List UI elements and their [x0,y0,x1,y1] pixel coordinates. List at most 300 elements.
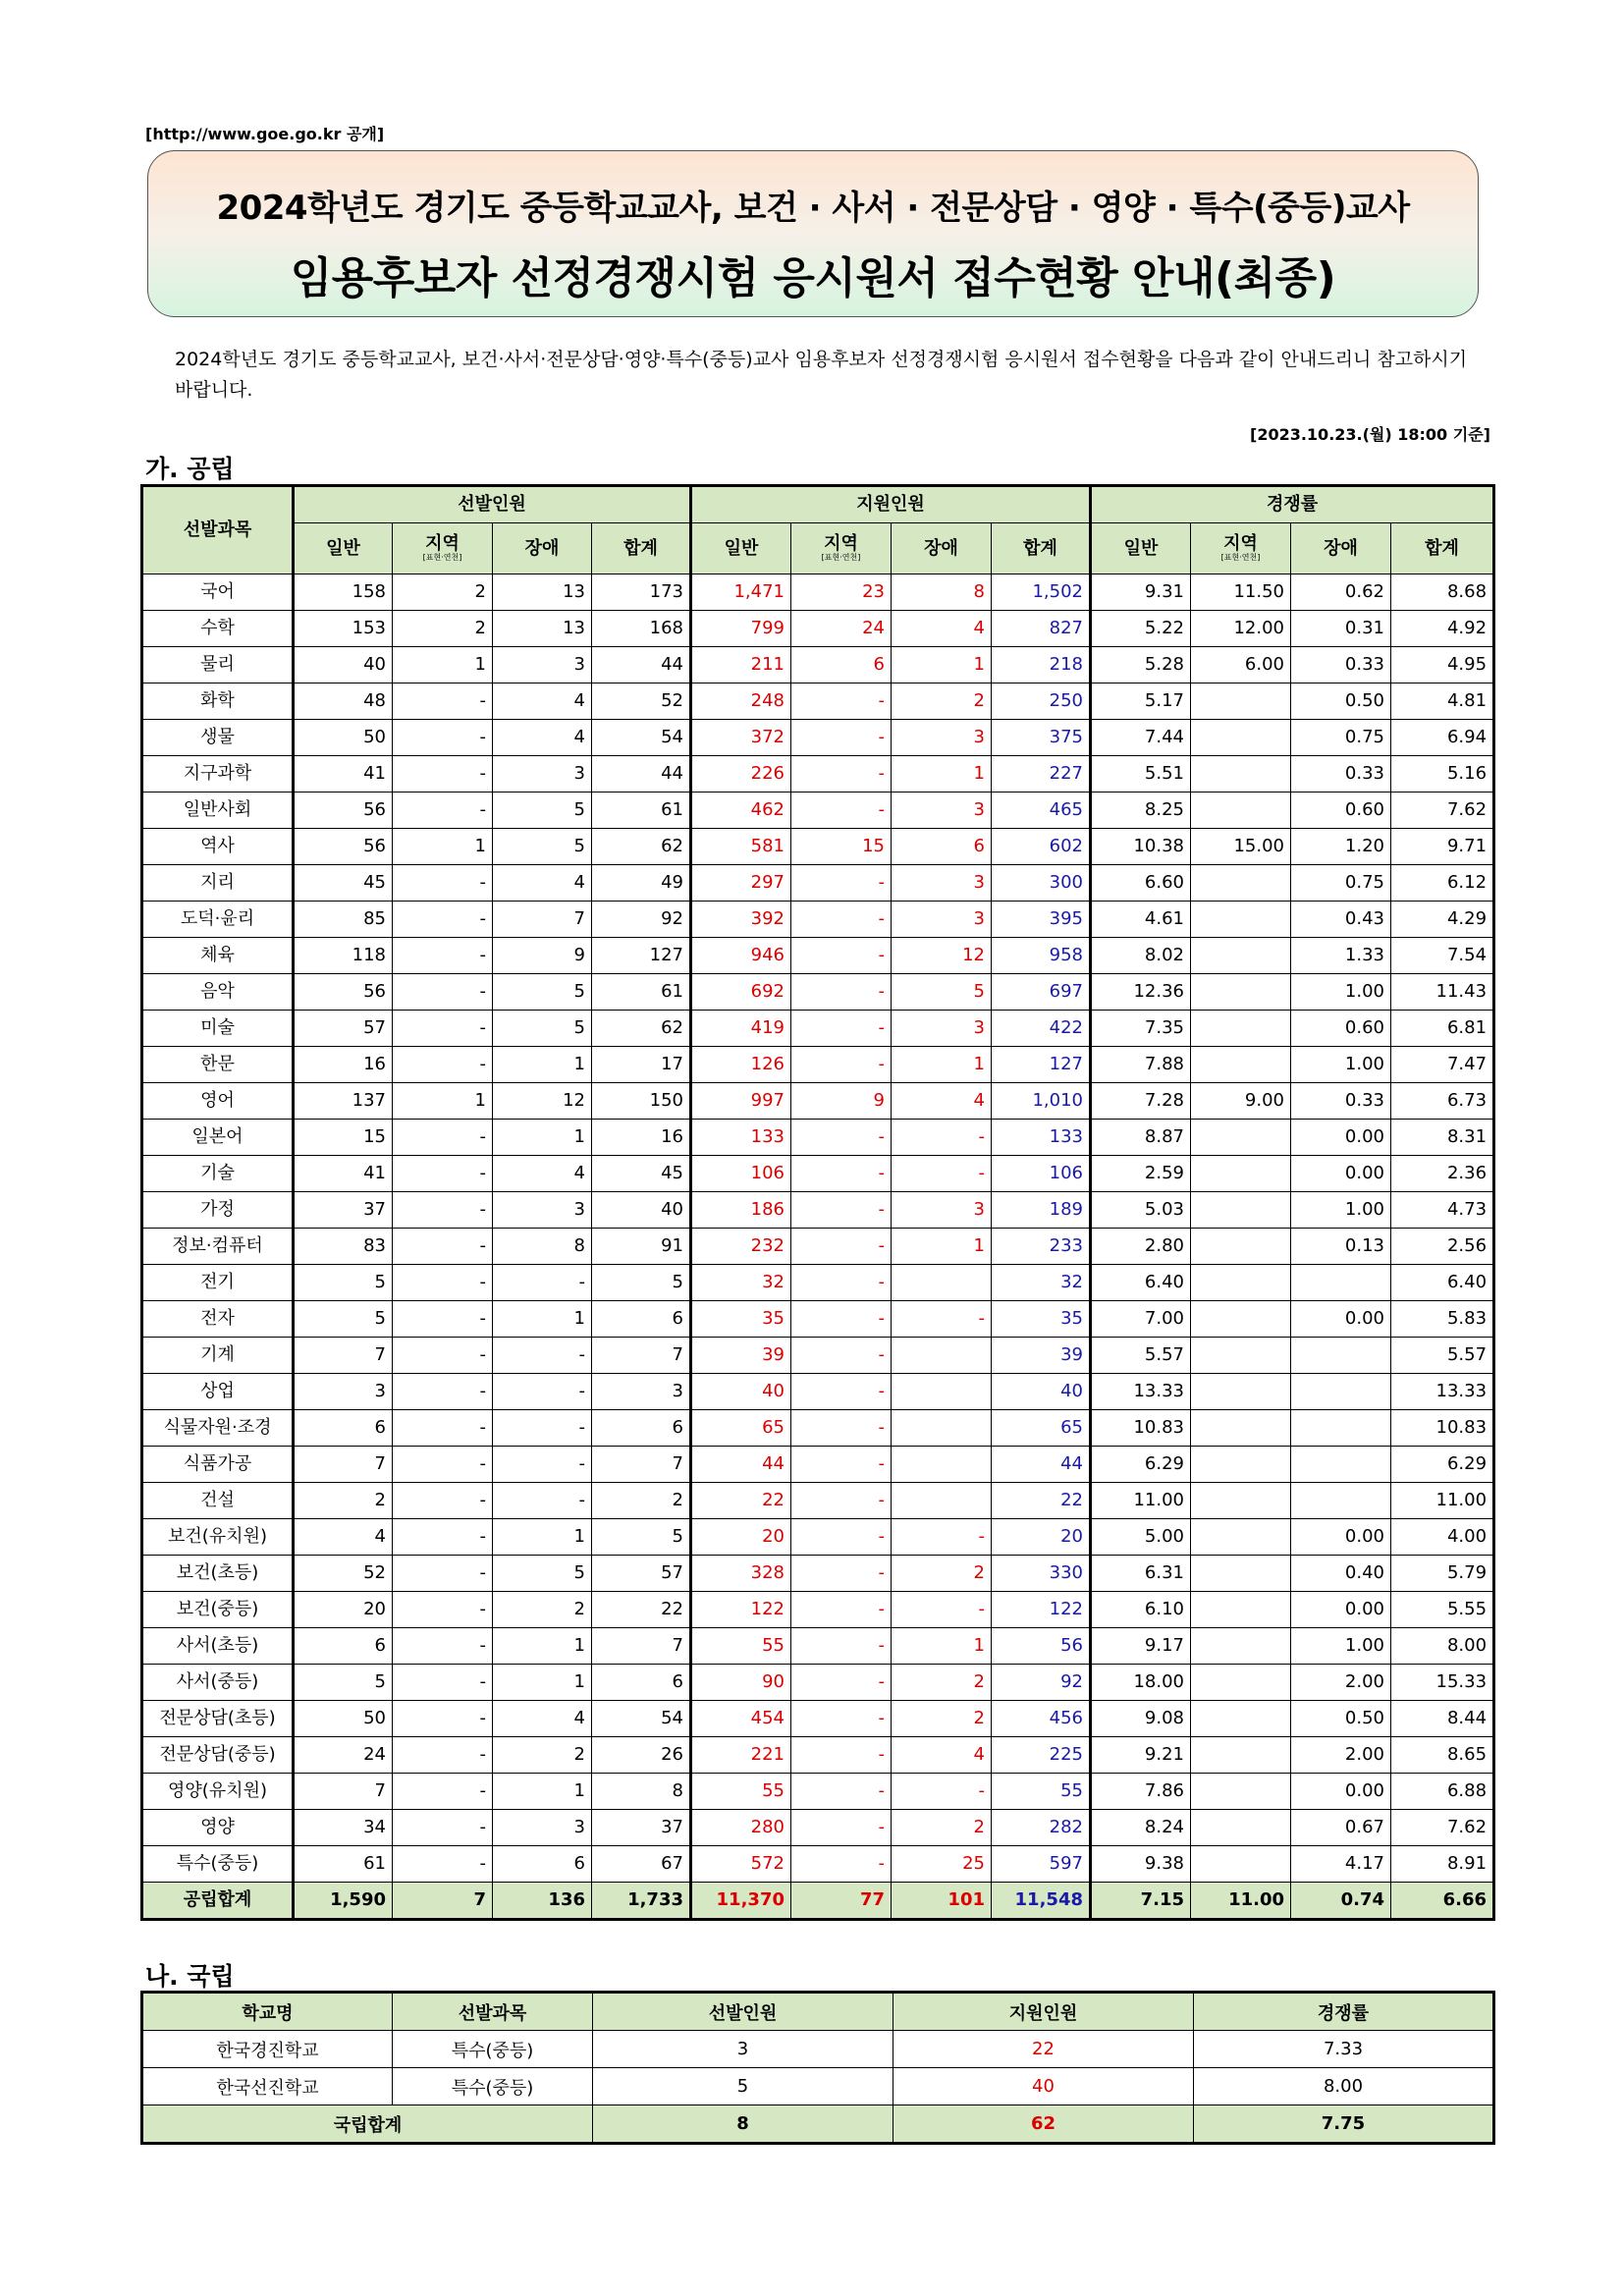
cell-value: - [791,756,892,793]
cell-value: 2 [294,1483,393,1519]
cell-value: 697 [992,974,1091,1011]
cell-value: 13.33 [1091,1374,1191,1410]
cell-value: 6 [592,1301,691,1338]
cell-subject: 생물 [142,720,294,756]
cell-value: 328 [691,1556,791,1592]
table-row [142,1374,1494,1410]
cell-value [892,1265,992,1301]
cell-value: 5 [592,1519,691,1556]
cell-value: 41 [294,1156,393,1192]
cell-value: - [791,865,892,902]
header-selection: 선발인원 [294,486,691,523]
cell-value: 11.50 [1191,574,1291,611]
cell-value: 9.17 [1091,1628,1191,1665]
cell-value: - [393,974,493,1011]
cell-value: 2.56 [1391,1229,1494,1265]
cell-subject: 일반사회 [142,793,294,829]
cell-value: 한국경진학교 [142,2031,393,2068]
cell-value: 45 [592,1156,691,1192]
cell-value [1191,1592,1291,1628]
cell-value: 106 [691,1156,791,1192]
cell-value: 8.24 [1091,1810,1191,1846]
cell-value: 572 [691,1846,791,1883]
cell-value: 3 [892,865,992,902]
cell-subject: 체육 [142,938,294,974]
cell-value: 49 [592,865,691,902]
cell-value [1191,1810,1291,1846]
cell-value: 997 [691,1083,791,1120]
cell-value: 8.68 [1391,574,1494,611]
cell-value: 56 [294,829,393,865]
cell-value: 0.00 [1291,1774,1391,1810]
cell-value: 20 [691,1519,791,1556]
cell-value: 127 [592,938,691,974]
cell-value: 4 [493,865,592,902]
cell-value: 5 [493,793,592,829]
cell-value: 54 [592,1701,691,1737]
cell-value: 83 [294,1229,393,1265]
cell-value: - [791,1301,892,1338]
cell-value: 12 [892,938,992,974]
cell-value: 127 [992,1047,1091,1083]
cell-value: 13 [493,574,592,611]
header-subject: 선발과목 [142,486,294,574]
cell-subject: 전문상담(초등) [142,1701,294,1737]
header-col-region-label: 지역 [1223,532,1258,554]
cell-value [1191,1192,1291,1229]
cell-value [1191,756,1291,793]
cell-value: 6.94 [1391,720,1494,756]
cell-value: 65 [691,1410,791,1447]
cell-value: - [791,1846,892,1883]
title-line-1: 2024학년도 경기도 중등학교교사, 보건 · 사서 · 전문상담 · 영양 · 특수(중등)교사 [216,189,1410,228]
cell-value: - [791,974,892,1011]
section-public-title: 가. 공립 [145,455,235,483]
cell-value: 462 [691,793,791,829]
cell-value: - [493,1374,592,1410]
cell-value: 3 [892,1192,992,1229]
cell-value: 7 [592,1447,691,1483]
cell-value: 2 [892,1556,992,1592]
table-row [142,1338,1494,1374]
cell-value: - [791,793,892,829]
cell-value: - [892,1519,992,1556]
table-row [142,1120,1494,1156]
cell-value: 454 [691,1701,791,1737]
cell-value: 13 [493,611,592,647]
cell-value: - [493,1338,592,1374]
cell-value [1191,1265,1291,1301]
cell-value: 9.38 [1091,1846,1191,1883]
cell-value: 15.00 [1191,829,1291,865]
header-col-region [791,523,892,574]
table-row [142,2068,1494,2105]
cell-value: 4.73 [1391,1192,1494,1229]
cell-value: 0.40 [1291,1556,1391,1592]
cell-value: 6.12 [1391,865,1494,902]
cell-value: 20 [294,1592,393,1628]
cell-value: 5 [493,1011,592,1047]
header-ratio: 경쟁률 [1091,486,1494,523]
cell-subject: 사서(중등) [142,1665,294,1701]
cell-value: 8 [593,2105,893,2144]
cell-value: - [393,1229,493,1265]
cell-value: - [393,1665,493,1701]
table-row [142,974,1494,1011]
cell-value [1291,1483,1391,1519]
cell-value: 3 [892,902,992,938]
cell-value: 297 [691,865,791,902]
cell-value: - [791,720,892,756]
cell-value: 5 [493,829,592,865]
cell-value: 248 [691,683,791,720]
cell-value: 7 [294,1447,393,1483]
table-row [142,1447,1494,1483]
cell-value: 20 [992,1519,1091,1556]
cell-value: - [393,1192,493,1229]
cell-subject: 일본어 [142,1120,294,1156]
cell-value: 56 [992,1628,1091,1665]
cell-value: 1 [393,1083,493,1120]
cell-value: 62 [592,829,691,865]
cell-value: 1 [493,1120,592,1156]
cell-value: 2.00 [1291,1737,1391,1774]
cell-value: 44 [992,1447,1091,1483]
cell-value: 1 [493,1301,592,1338]
cell-value: 5.00 [1091,1519,1191,1556]
cell-value: 48 [294,683,393,720]
table-row [142,1556,1494,1592]
cell-value: 35 [992,1301,1091,1338]
table-row [142,574,1494,611]
cell-value: 24 [791,611,892,647]
cell-value: 10.38 [1091,829,1191,865]
cell-value: 233 [992,1229,1091,1265]
cell-value [1191,1120,1291,1156]
cell-value: - [393,1338,493,1374]
cell-value: 221 [691,1737,791,1774]
cell-value: 22 [691,1483,791,1519]
cell-value: 12.36 [1091,974,1191,1011]
table-row [142,1301,1494,1338]
cell-subject: 도덕·윤리 [142,902,294,938]
table-row [142,1628,1494,1665]
cell-value: 13.33 [1391,1374,1494,1410]
cell-value: 280 [691,1810,791,1846]
cell-value [1191,865,1291,902]
table-row [142,647,1494,683]
table-row [142,611,1494,647]
cell-value: - [791,1229,892,1265]
cell-value: 3 [294,1374,393,1410]
cell-value: 946 [691,938,791,974]
cell-value: 61 [592,974,691,1011]
table-row [142,829,1494,865]
cell-value: 40 [294,647,393,683]
cell-value: 799 [691,611,791,647]
cell-value: 226 [691,756,791,793]
cell-value: 62 [893,2105,1194,2144]
cell-value: 23 [791,574,892,611]
cell-value: 6.31 [1091,1556,1191,1592]
table-row [142,756,1494,793]
cell-value: 한국선진학교 [142,2068,393,2105]
table-row [142,1774,1494,1810]
cell-value [892,1374,992,1410]
cell-value: - [393,865,493,902]
cell-value: - [791,1192,892,1229]
cell-value: 7.88 [1091,1047,1191,1083]
cell-value [1191,1156,1291,1192]
cell-value: 40 [592,1192,691,1229]
cell-value: 150 [592,1083,691,1120]
cell-value: 45 [294,865,393,902]
table-row [142,1810,1494,1846]
cell-value: 16 [294,1047,393,1083]
cell-value [1191,1665,1291,1701]
cell-value: 4.81 [1391,683,1494,720]
cell-value: 67 [592,1846,691,1883]
cell-value: 9.08 [1091,1701,1191,1737]
cell-value: - [791,1156,892,1192]
cell-value: - [791,1701,892,1737]
cell-value: - [393,938,493,974]
cell-value: - [393,1047,493,1083]
cell-value: 2 [393,574,493,611]
cell-value: 61 [294,1846,393,1883]
cell-value: 7 [294,1338,393,1374]
cell-subject: 지구과학 [142,756,294,793]
cell-value: 11.00 [1391,1483,1494,1519]
cell-value: 22 [992,1483,1091,1519]
cell-value: 1 [892,756,992,793]
national-header-col: 선발과목 [393,1993,593,2031]
cell-value: 37 [592,1810,691,1846]
cell-value: 1,502 [992,574,1091,611]
cell-value: 8.87 [1091,1120,1191,1156]
cell-value: - [393,1410,493,1447]
cell-value: - [493,1447,592,1483]
header-col-region-note: [표현·연천] [422,552,462,562]
header-col: 합계 [1391,523,1494,574]
national-header-col: 선발인원 [593,1993,893,2031]
cell-value: - [791,902,892,938]
cell-value: - [393,1592,493,1628]
cell-value [1291,1265,1391,1301]
cell-subject: 기술 [142,1156,294,1192]
cell-subject: 건설 [142,1483,294,1519]
cell-value: 특수(중등) [393,2068,593,2105]
cell-value: 0.33 [1291,1083,1391,1120]
cell-value: 395 [992,902,1091,938]
table-row [142,1846,1494,1883]
cell-value: 8.44 [1391,1701,1494,1737]
table-row [142,1410,1494,1447]
cell-value [892,1483,992,1519]
cell-value: 16 [592,1120,691,1156]
cell-value: 4.92 [1391,611,1494,647]
title-line-2: 임용후보자 선정경쟁시험 응시원서 접수현황 안내(최종) [290,253,1336,303]
cell-value: 581 [691,829,791,865]
cell-value: 7.15 [1091,1883,1191,1920]
cell-value: 1 [892,1047,992,1083]
cell-value: - [393,1374,493,1410]
cell-value: 0.75 [1291,865,1391,902]
cell-value: - [393,720,493,756]
public-table [140,484,1495,1921]
cell-value: 92 [592,902,691,938]
header-col-region-note: [표현·연천] [821,552,861,562]
cell-subject: 가정 [142,1192,294,1229]
national-table [140,1991,1495,2145]
cell-value: - [892,1301,992,1338]
table-row [142,1083,1494,1120]
header-col-region [393,523,493,574]
cell-value: 5.55 [1391,1592,1494,1628]
cell-value: 40 [893,2068,1194,2105]
cell-value: 8.31 [1391,1120,1494,1156]
cell-value: 5.79 [1391,1556,1494,1592]
cell-value [1191,1628,1291,1665]
cell-value: - [791,1592,892,1628]
cell-value: 0.67 [1291,1810,1391,1846]
cell-value [1291,1374,1391,1410]
cell-value: 56 [294,793,393,829]
cell-value: - [393,683,493,720]
cell-value: 6.00 [1191,647,1291,683]
cell-value [1191,1846,1291,1883]
cell-value: 10.83 [1391,1410,1494,1447]
cell-value: - [892,1592,992,1628]
cell-value: 7.00 [1091,1301,1191,1338]
cell-value: 6.66 [1391,1883,1494,1920]
cell-value: 55 [691,1628,791,1665]
cell-value: 8.00 [1391,1628,1494,1665]
cell-value: 118 [294,938,393,974]
cell-value: 1.20 [1291,829,1391,865]
cell-value: 465 [992,793,1091,829]
cell-value: 6 [592,1410,691,1447]
cell-value: 11.43 [1391,974,1494,1011]
cell-value [1191,1519,1291,1556]
cell-value: 1 [892,647,992,683]
cell-value: 37 [294,1192,393,1229]
table-row [142,1737,1494,1774]
cell-subject: 영어 [142,1083,294,1120]
cell-value: 6 [892,829,992,865]
cell-value: - [493,1265,592,1301]
cell-value: 9.31 [1091,574,1191,611]
cell-value: 3 [493,1810,592,1846]
cell-value: - [791,1410,892,1447]
as-of-date: [2023.10.23.(월) 18:00 기준] [1250,425,1490,444]
cell-value: - [791,1338,892,1374]
cell-value [892,1447,992,1483]
cell-value: 1,590 [294,1883,393,1920]
cell-subject: 역사 [142,829,294,865]
header-col: 합계 [992,523,1091,574]
cell-value: - [393,1301,493,1338]
cell-value: 2 [393,611,493,647]
table-row [142,1592,1494,1628]
cell-value: - [791,938,892,974]
cell-value: 62 [592,1011,691,1047]
cell-value: 6.88 [1391,1774,1494,1810]
header-col: 일반 [691,523,791,574]
cell-value: 2 [892,683,992,720]
cell-value: 7.28 [1091,1083,1191,1120]
cell-value: 5.83 [1391,1301,1494,1338]
national-header-col: 경쟁률 [1194,1993,1494,2031]
cell-value: 11,548 [992,1883,1091,1920]
table-row [142,1047,1494,1083]
cell-value: 3 [592,1374,691,1410]
cell-value: 40 [992,1374,1091,1410]
table-row [142,1519,1494,1556]
cell-value: - [393,1483,493,1519]
cell-subject: 보건(중등) [142,1592,294,1628]
cell-value: 4 [294,1519,393,1556]
cell-value: 158 [294,574,393,611]
cell-subject: 미술 [142,1011,294,1047]
cell-value: - [393,1011,493,1047]
cell-value: 6.60 [1091,865,1191,902]
cell-value: 122 [691,1592,791,1628]
cell-value: 168 [592,611,691,647]
cell-value: - [892,1120,992,1156]
cell-value: 3 [593,2031,893,2068]
cell-value: 372 [691,720,791,756]
cell-value: 6 [791,647,892,683]
cell-value: - [791,1447,892,1483]
cell-value: - [791,1519,892,1556]
cell-value: 6.81 [1391,1011,1494,1047]
cell-value: - [791,1483,892,1519]
cell-value: 126 [691,1047,791,1083]
cell-subject: 화학 [142,683,294,720]
cell-value: 3 [892,720,992,756]
cell-subject: 보건(초등) [142,1556,294,1592]
cell-value: 0.50 [1291,683,1391,720]
total-row [142,1883,1494,1920]
cell-subject: 음악 [142,974,294,1011]
cell-value: 8.02 [1091,938,1191,974]
cell-value [1191,1374,1291,1410]
cell-value: 422 [992,1011,1091,1047]
cell-value: 7.44 [1091,720,1191,756]
cell-value: 7 [393,1883,493,1920]
cell-value: 0.00 [1291,1120,1391,1156]
cell-value: 3 [892,793,992,829]
cell-value: - [393,1701,493,1737]
cell-value: 4 [892,611,992,647]
cell-value: 5 [294,1265,393,1301]
cell-value: - [393,756,493,793]
national-total-row [142,2105,1494,2144]
cell-value: 2 [493,1592,592,1628]
cell-value: 5.57 [1391,1338,1494,1374]
header-col: 합계 [592,523,691,574]
cell-value: 602 [992,829,1091,865]
cell-value: 0.13 [1291,1229,1391,1265]
cell-value: - [892,1774,992,1810]
cell-value: 2 [892,1701,992,1737]
table-row [142,1701,1494,1737]
cell-value [1191,1701,1291,1737]
cell-value: 6 [294,1410,393,1447]
cell-value: 2 [892,1810,992,1846]
cell-value: 7.75 [1194,2105,1494,2144]
